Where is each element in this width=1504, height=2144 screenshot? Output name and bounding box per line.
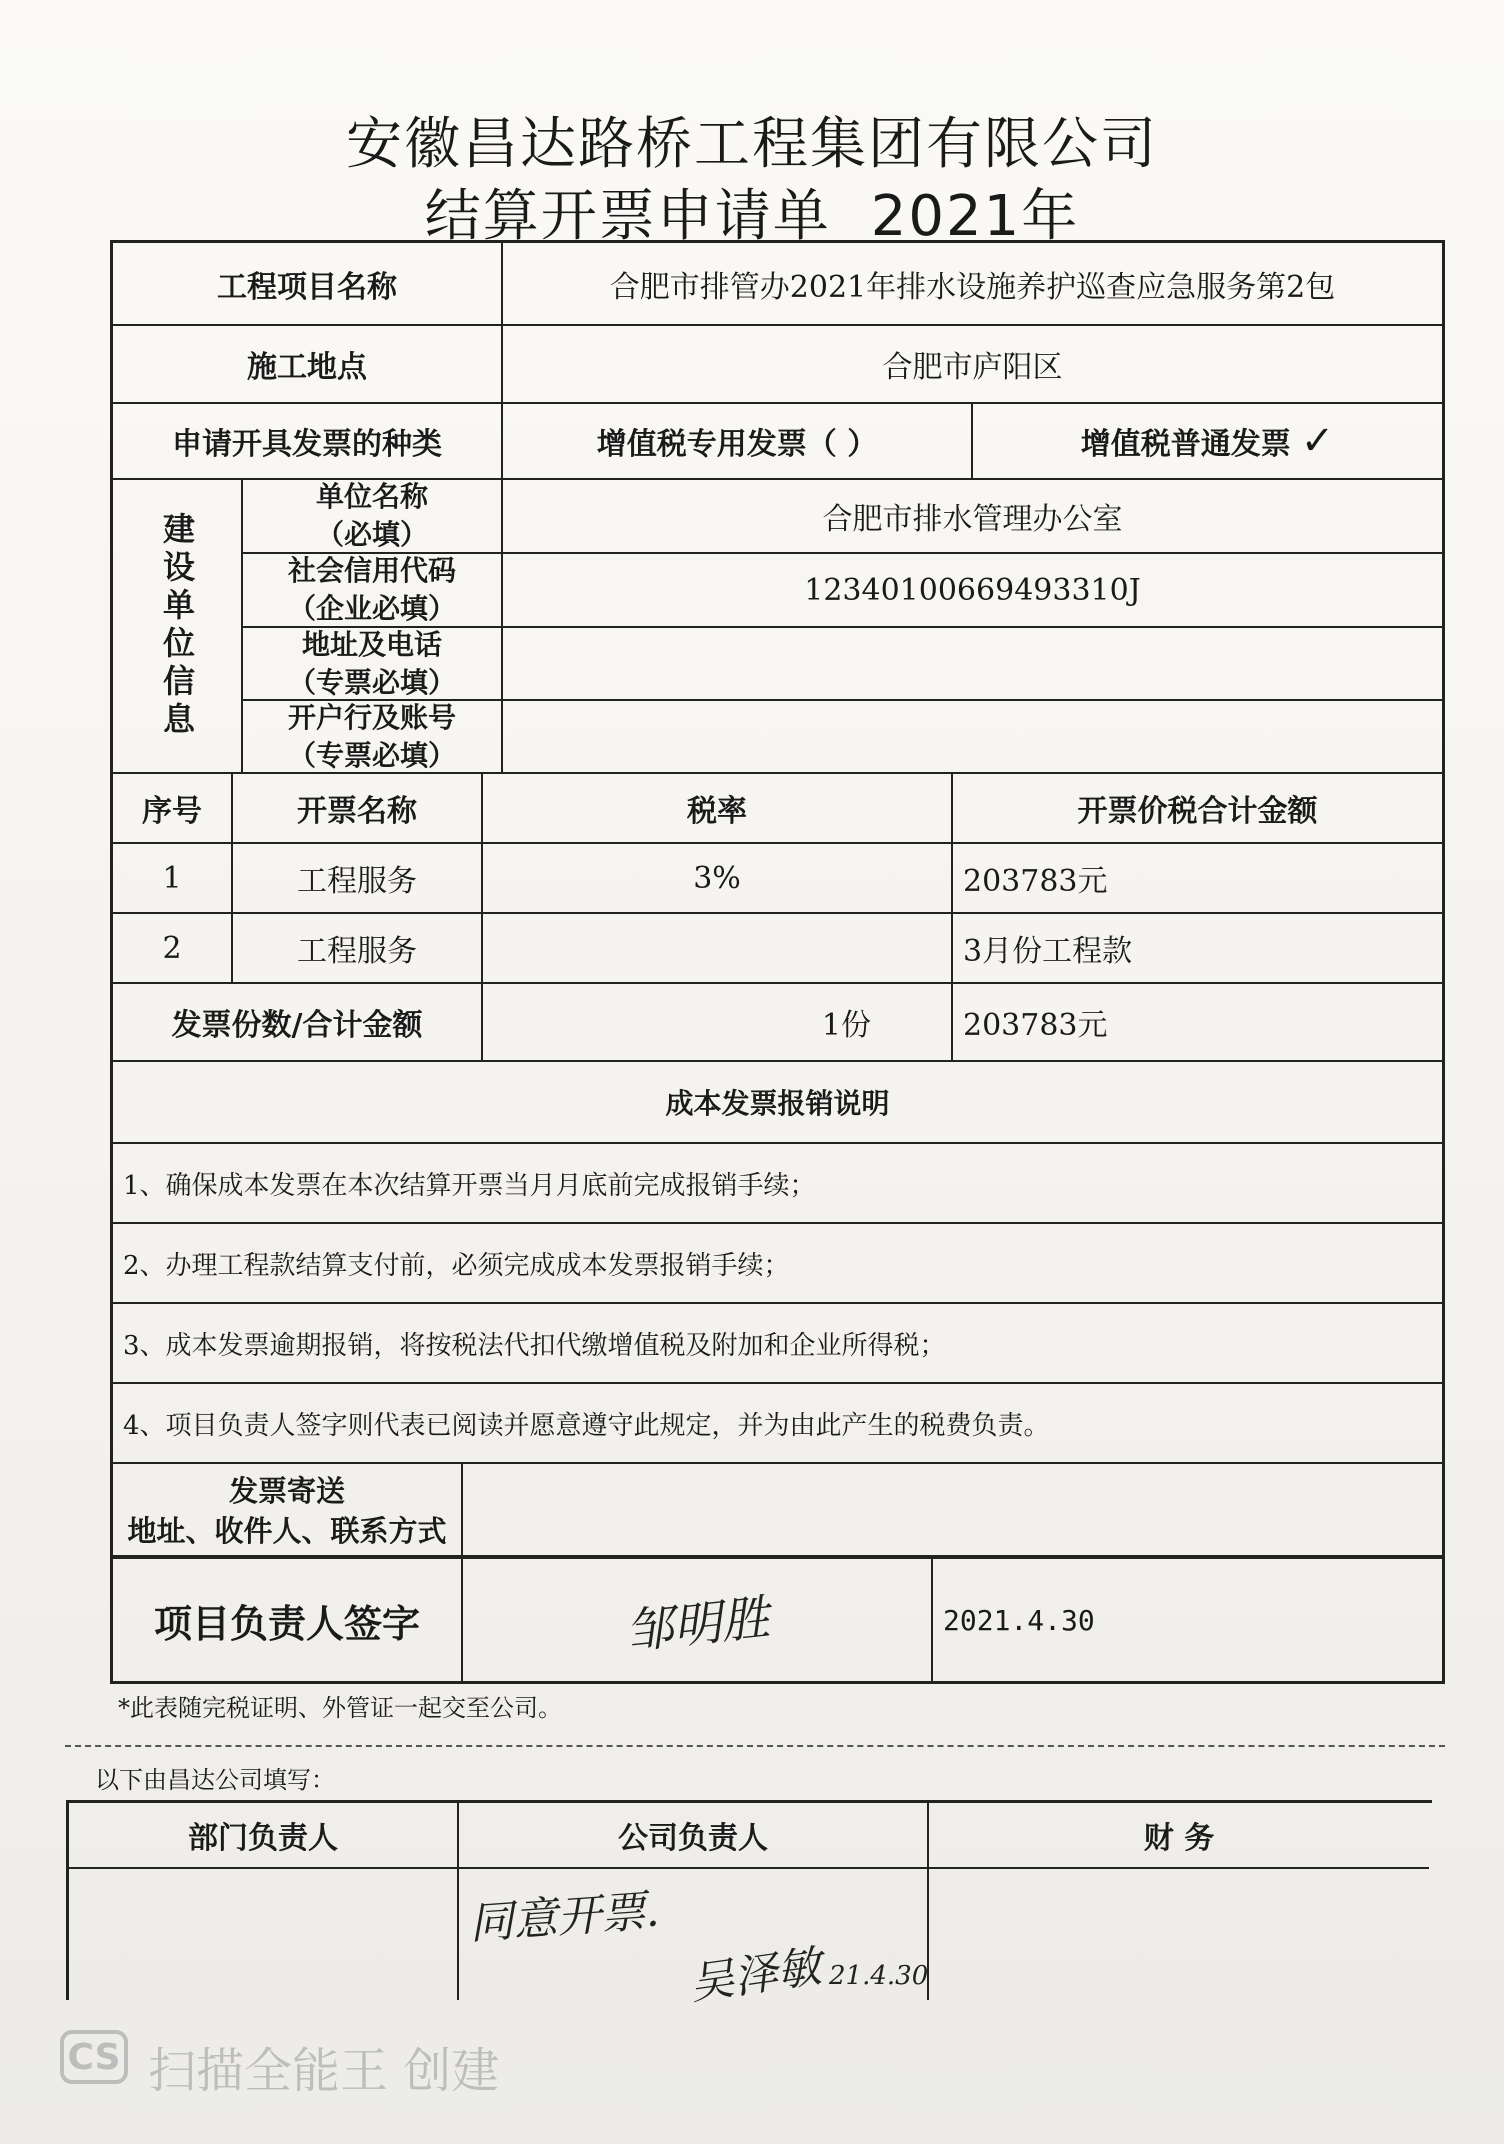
form-year: 2021年 xyxy=(870,184,1080,249)
cost-note-line xyxy=(113,1304,1442,1384)
cost-note-text: 2、办理工程款结算支付前，必须完成成本发票报销手续； xyxy=(123,1250,790,1281)
item-rate: 3% xyxy=(483,844,953,914)
cost-note-line xyxy=(113,1144,1442,1224)
item-no: 1 xyxy=(113,844,233,914)
dept-head-cell xyxy=(69,1869,459,2000)
builder-row-label: 地址及电话 （专票必填） xyxy=(243,628,503,701)
item-no: 2 xyxy=(113,914,233,984)
item-amount: 3月份工程款 xyxy=(953,914,1442,984)
total-label: 发票份数/合计金额 xyxy=(113,984,483,1062)
col-header-name: 开票名称 xyxy=(233,774,483,844)
cut-line xyxy=(65,1745,1445,1747)
dept-head-header: 部门负责人 xyxy=(69,1803,459,1869)
col-header-amount: 开票价税合计金额 xyxy=(953,774,1442,844)
col-header-rate: 税率 xyxy=(483,774,953,844)
item-name: 工程服务 xyxy=(233,844,483,914)
signature-date-text: 2021.4.30 xyxy=(943,1603,1095,1637)
site-label: 施工地点 xyxy=(113,326,503,404)
signature-date xyxy=(933,1559,1442,1681)
col-header-no: 序号 xyxy=(113,774,233,844)
site-value: 合肥市庐阳区 xyxy=(503,326,1442,404)
normal-invoice-label: 增值税普通发票 xyxy=(1080,427,1291,462)
footnote: *此表随完税证明、外管证一起交至公司。 xyxy=(118,1694,562,1722)
watermark-text: 扫描全能王 创建 xyxy=(148,2043,500,2099)
item-name: 工程服务 xyxy=(233,914,483,984)
builder-row-label: 社会信用代码 （企业必填） xyxy=(243,554,503,628)
company-title: 安徽昌达路桥工程集团有限公司 xyxy=(346,112,1158,177)
cost-note-text: 1、确保成本发票在本次结算开票当月月底前完成报销手续； xyxy=(123,1170,816,1201)
total-amount: 203783元 xyxy=(953,984,1442,1062)
builder-row-value xyxy=(503,628,1442,701)
cost-note-text: 4、项目负责人签字则代表已阅读并愿意遵守此规定，并为由此产生的税费负责。 xyxy=(123,1410,1050,1441)
builder-row-label: 开户行及账号 （专票必填） xyxy=(243,701,503,774)
project-name-value: 合肥市排管办2021年排水设施养护巡查应急服务第2包 xyxy=(503,243,1442,326)
builder-row-value: 12340100669493310J xyxy=(503,554,1442,628)
special-invoice-option: 增值税专用发票（ ） xyxy=(503,404,973,480)
builder-row-value: 合肥市排水管理办公室 xyxy=(503,480,1442,554)
company-head-cell xyxy=(459,1869,929,2010)
delivery-label: 发票寄送 地址、收件人、联系方式 xyxy=(113,1464,463,1558)
project-name-label: 工程项目名称 xyxy=(113,243,503,326)
builder-group-text: 建设单位信息 xyxy=(158,512,196,740)
handwritten-signature: 邹明胜 xyxy=(622,1589,773,1660)
invoice-type-label: 申请开具发票的种类 xyxy=(113,404,503,480)
cs-logo-icon: CS xyxy=(60,2030,128,2084)
company-fill-intro: 以下由昌达公司填写： xyxy=(95,1766,335,1794)
approve-date: 21.4.30 xyxy=(829,1961,929,1991)
cost-note-line xyxy=(113,1384,1442,1464)
builder-group-label xyxy=(113,480,243,774)
cost-note-text: 3、成本发票逾期报销，将按税法代扣代缴增值税及附加和企业所得税； xyxy=(123,1330,946,1361)
finance-cell xyxy=(929,1869,1429,2000)
check-mark-icon: ✓ xyxy=(1300,418,1335,464)
normal-invoice-option xyxy=(973,404,1442,480)
delivery-value xyxy=(463,1464,1442,1558)
total-count: 1份 xyxy=(483,984,953,1062)
signature-area xyxy=(463,1559,933,1681)
cost-notes-title: 成本发票报销说明 xyxy=(113,1062,1442,1144)
signature-label: 项目负责人签字 xyxy=(113,1559,463,1681)
approver-signature: 吴泽敏 xyxy=(686,1941,825,2010)
finance-header: 财 务 xyxy=(929,1803,1429,1869)
item-rate xyxy=(483,914,953,984)
form-title-text: 结算开票申请单 xyxy=(424,184,831,249)
builder-row-value xyxy=(503,701,1442,774)
cost-note-line xyxy=(113,1224,1442,1304)
builder-row-label: 单位名称 （必填） xyxy=(243,480,503,554)
company-head-header: 公司负责人 xyxy=(459,1803,929,1869)
approval-text: 同意开票. xyxy=(467,1885,661,1950)
item-amount: 203783元 xyxy=(953,844,1442,914)
